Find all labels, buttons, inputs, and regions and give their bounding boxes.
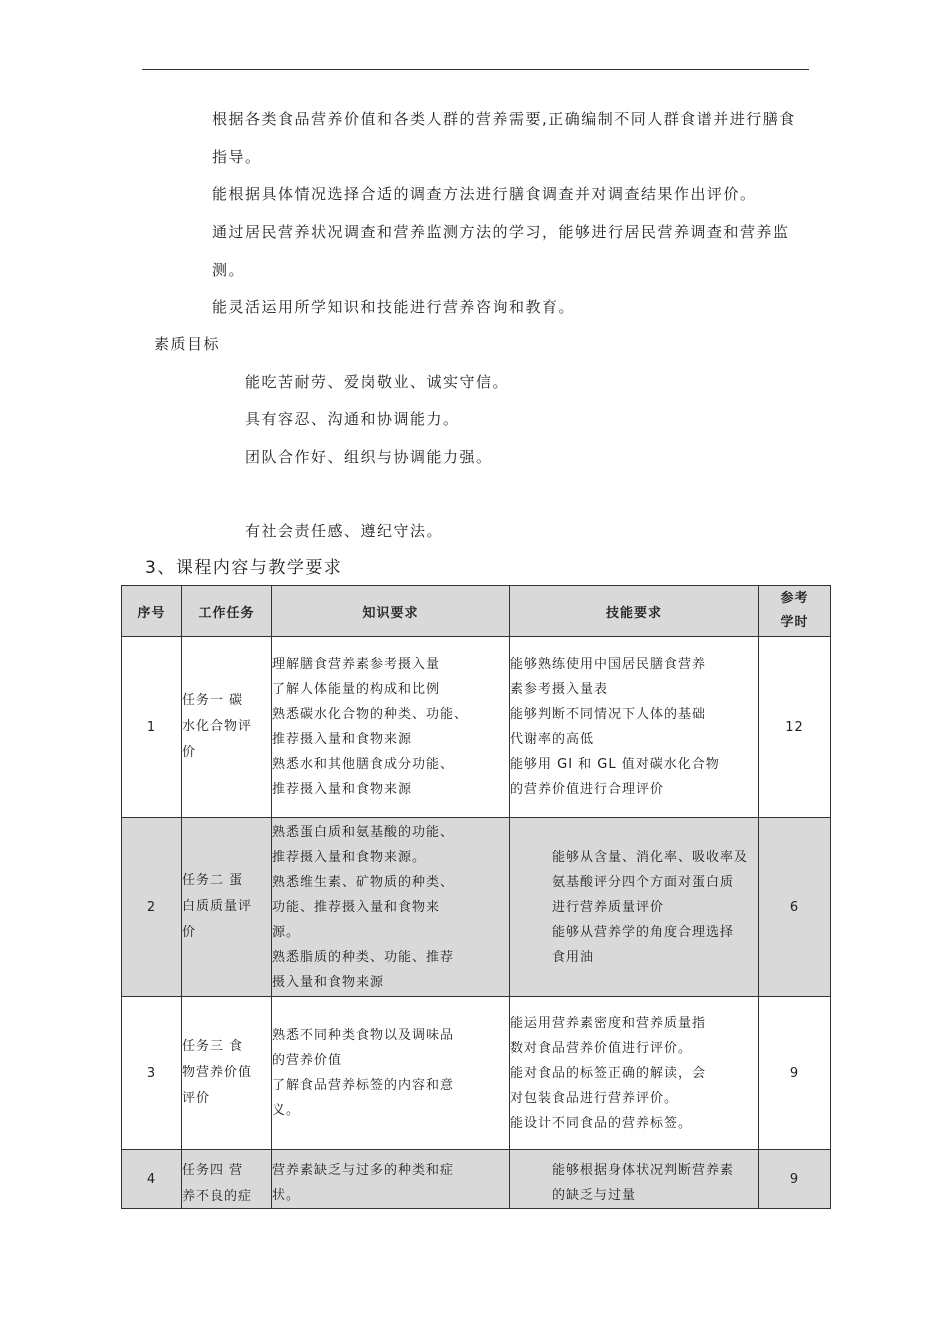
skill-goal-line: 根据各类食品营养价值和各类人群的营养需要,正确编制不同人群食谱并进行膳食 — [212, 110, 796, 128]
skill-line: 能够熟练使用中国居民膳食营养 — [510, 657, 707, 672]
skill-line: 能够从营养学的角度合理选择 — [552, 924, 735, 940]
quality-heading: 素质目标 — [154, 335, 221, 353]
knowledge-line: 功能、推荐摄入量和食物来 — [272, 899, 441, 915]
skill-line: 能够从含量、消化率、吸收率及 — [552, 849, 749, 865]
header-hours-line: 学时 — [780, 615, 809, 630]
skill-line: 食用油 — [552, 949, 595, 965]
knowledge-line: 了解食品营养标签的内容和意 — [272, 1078, 455, 1093]
row-knowledge — [272, 997, 510, 1150]
task-line: 物营养价值 — [182, 1065, 253, 1080]
row-task — [182, 1150, 272, 1209]
row-task — [182, 637, 272, 818]
knowledge-line: 摄入量和食物来源 — [272, 974, 385, 990]
knowledge-line: 熟悉脂质的种类、功能、推荐 — [272, 949, 455, 965]
knowledge-line: 营养素缺乏与过多的种类和症 — [272, 1163, 455, 1178]
row-num: 3 — [122, 997, 182, 1150]
skill-line: 数对食品营养价值进行评价。 — [510, 1040, 693, 1056]
table-header-row — [122, 586, 831, 637]
quality-goal-line: 能吃苦耐劳、爱岗敬业、诚实守信。 — [245, 373, 510, 391]
knowledge-line: 熟悉维生素、矿物质的种类、 — [272, 874, 455, 890]
skill-goal-line: 能灵活运用所学知识和技能进行营养咨询和教育。 — [212, 298, 576, 316]
row-hours: 9 — [759, 997, 831, 1150]
skill-line: 能够判断不同情况下人体的基础 — [510, 707, 707, 722]
skill-line: 的营养价值进行合理评价 — [510, 782, 665, 797]
skill-goal-line: 能根据具体情况选择合适的调查方法进行膳食调查并对调查结果作出评价。 — [212, 185, 757, 203]
knowledge-line: 熟悉碳水化合物的种类、功能、 — [272, 707, 469, 722]
skill-goal-line: 指导。 — [212, 148, 262, 166]
task-line: 价 — [182, 745, 197, 760]
section-title: 3、课程内容与教学要求 — [145, 558, 343, 578]
header-rule — [142, 69, 809, 70]
row-skill — [510, 637, 759, 818]
skill-goal-line: 通过居民营养状况调查和营养监测方法的学习，能够进行居民营养调查和营养监 — [212, 223, 790, 241]
header-task: 工作任务 — [182, 586, 272, 637]
knowledge-line: 熟悉蛋白质和氨基酸的功能、 — [272, 824, 455, 840]
header-hours-line: 参考 — [780, 591, 809, 606]
knowledge-line: 了解人体能量的构成和比例 — [272, 682, 441, 697]
header-knowledge: 知识要求 — [272, 586, 510, 637]
skill-line: 能运用营养素密度和营养质量指 — [510, 1015, 707, 1031]
row-knowledge — [272, 637, 510, 818]
skill-goal-line: 测。 — [212, 261, 246, 279]
skill-line: 能够根据身体状况判断营养素 — [552, 1163, 735, 1178]
skill-line: 能够用 GI 和 GL 值对碳水化合物 — [510, 757, 720, 772]
task-line: 任务二 蛋 — [182, 873, 244, 888]
row-skill — [510, 997, 759, 1150]
task-line: 水化合物评 — [182, 719, 253, 734]
table-row — [122, 997, 831, 1150]
knowledge-line: 推荐摄入量和食物来源。 — [272, 849, 427, 865]
knowledge-line: 熟悉水和其他膳食成分功能、 — [272, 757, 455, 772]
task-line: 养不良的症 — [182, 1189, 253, 1204]
skill-line: 素参考摄入量表 — [510, 682, 609, 697]
header-num: 序号 — [122, 586, 182, 637]
task-line: 评价 — [182, 1091, 211, 1106]
row-knowledge — [272, 818, 510, 997]
row-skill — [510, 1150, 759, 1209]
skill-line: 代谢率的高低 — [510, 732, 595, 747]
row-hours: 9 — [759, 1150, 831, 1209]
row-num: 2 — [122, 818, 182, 997]
knowledge-line: 义。 — [272, 1103, 301, 1118]
knowledge-line: 的营养价值 — [272, 1053, 343, 1068]
skill-line: 的缺乏与过量 — [552, 1188, 637, 1203]
row-task — [182, 818, 272, 997]
task-line: 任务一 碳 — [182, 693, 244, 708]
knowledge-line: 推荐摄入量和食物来源 — [272, 732, 413, 747]
knowledge-line: 理解膳食营养素参考摄入量 — [272, 657, 441, 672]
quality-goal-line: 具有容忍、沟通和协调能力。 — [245, 410, 460, 428]
knowledge-line: 熟悉不同种类食物以及调味品 — [272, 1028, 455, 1043]
table-row — [122, 818, 831, 997]
knowledge-line: 状。 — [272, 1188, 301, 1203]
knowledge-line: 推荐摄入量和食物来源 — [272, 782, 413, 797]
skill-line: 进行营养质量评价 — [552, 899, 665, 915]
row-hours: 12 — [759, 637, 831, 818]
table-row — [122, 637, 831, 818]
task-line: 任务四 营 — [182, 1163, 244, 1178]
task-line: 白质质量评 — [182, 899, 253, 914]
task-line: 任务三 食 — [182, 1039, 244, 1054]
row-num: 1 — [122, 637, 182, 818]
row-hours: 6 — [759, 818, 831, 997]
course-content-table — [121, 585, 831, 1209]
skill-line: 能对食品的标签正确的解读，会 — [510, 1065, 707, 1081]
row-skill — [510, 818, 759, 997]
skill-line: 能设计不同食品的营养标签。 — [510, 1115, 693, 1131]
skill-line: 氨基酸评分四个方面对蛋白质 — [552, 874, 735, 890]
skill-line: 对包装食品进行营养评价。 — [510, 1090, 679, 1106]
header-hours — [759, 586, 831, 637]
task-line: 价 — [182, 925, 197, 940]
quality-goal-line: 团队合作好、组织与协调能力强。 — [245, 448, 493, 466]
row-knowledge — [272, 1150, 510, 1209]
table-row — [122, 1150, 831, 1209]
row-num: 4 — [122, 1150, 182, 1209]
quality-goal-line: 有社会责任感、遵纪守法。 — [245, 522, 444, 540]
header-skill: 技能要求 — [510, 586, 759, 637]
knowledge-line: 源。 — [272, 924, 301, 940]
row-task — [182, 997, 272, 1150]
